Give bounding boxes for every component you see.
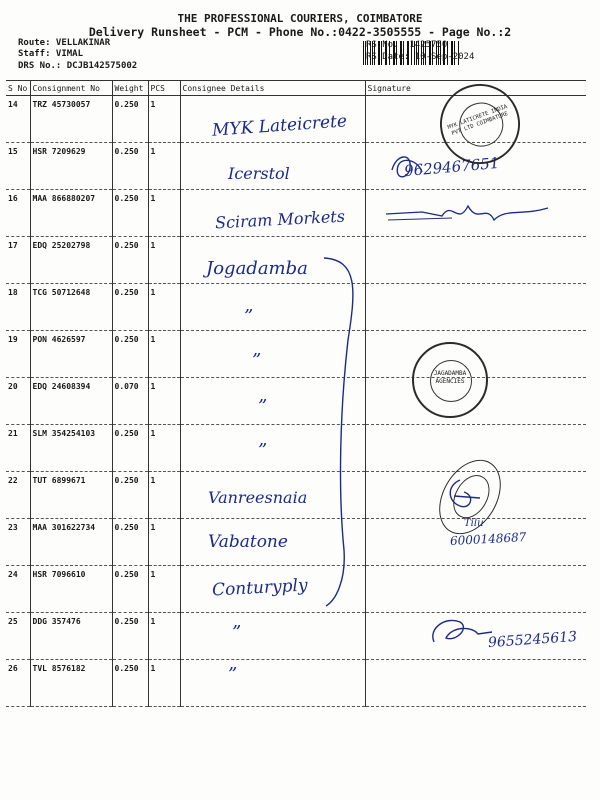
runsheet-table xyxy=(6,80,586,707)
consignment-cell: MAA 866880207 xyxy=(30,190,112,237)
pcs-cell: 1 xyxy=(148,660,180,707)
ditto-mark-19: ” xyxy=(252,350,262,371)
col-weight: Weight xyxy=(112,81,148,96)
weight-cell: 0.250 xyxy=(112,331,148,378)
consignment-cell: MAA 301622734 xyxy=(30,519,112,566)
rs-number: RS No.: 1425750 xyxy=(366,40,448,50)
pcs-cell: 1 xyxy=(148,378,180,425)
table-row xyxy=(6,425,586,472)
col-consignee: Consignee Details xyxy=(180,81,365,96)
consignee-cell xyxy=(180,613,365,660)
weight-cell: 0.250 xyxy=(112,96,148,143)
weight-cell: 0.250 xyxy=(112,237,148,284)
sno-cell: 16 xyxy=(6,190,30,237)
col-pcs: PCS xyxy=(148,81,180,96)
signature-16 xyxy=(382,196,552,236)
pcs-cell: 1 xyxy=(148,96,180,143)
handwritten-consignee-14: MYK Lateicrete xyxy=(211,111,348,141)
sno-cell: 25 xyxy=(6,613,30,660)
sno-cell: 21 xyxy=(6,425,30,472)
handwritten-consignee-22: Vanreesnaia xyxy=(208,488,308,507)
rs-date: RS Date: 10-Sep-2024 xyxy=(366,52,475,62)
signature-phone-15: 9629467651 xyxy=(403,153,501,181)
table-row xyxy=(6,660,586,707)
sno-cell: 24 xyxy=(6,566,30,613)
sno-cell: 19 xyxy=(6,331,30,378)
signature-25 xyxy=(426,612,496,652)
company-title: THE PROFESSIONAL COURIERS, COIMBATORE xyxy=(177,12,423,25)
weight-cell: 0.250 xyxy=(112,425,148,472)
signature-cell xyxy=(365,237,586,284)
signature-phone-25: 9655245613 xyxy=(487,628,578,652)
sno-cell: 20 xyxy=(6,378,30,425)
pcs-cell: 1 xyxy=(148,143,180,190)
pcs-cell: 1 xyxy=(148,472,180,519)
weight-cell: 0.250 xyxy=(112,519,148,566)
handwritten-consignee-16: Sciram Morkets xyxy=(214,206,346,233)
consignment-cell: EDQ 25202798 xyxy=(30,237,112,284)
weight-cell: 0.250 xyxy=(112,613,148,660)
consignee-cell xyxy=(180,660,365,707)
consignment-cell: TRZ 45730057 xyxy=(30,96,112,143)
route-label: Route: VELLAKINAR xyxy=(18,38,111,48)
consignment-cell: PON 4626597 xyxy=(30,331,112,378)
consignment-cell: EDQ 24608394 xyxy=(30,378,112,425)
weight-cell: 0.250 xyxy=(112,284,148,331)
weight-cell: 0.250 xyxy=(112,472,148,519)
handwritten-consignee-24: Conturyply xyxy=(211,575,309,601)
ditto-mark-21: ” xyxy=(258,440,268,461)
pcs-cell: 1 xyxy=(148,190,180,237)
staff-label: Staff: VIMAL xyxy=(18,49,84,59)
ditto-mark-20: ” xyxy=(258,396,268,417)
sno-cell: 15 xyxy=(6,143,30,190)
sno-cell: 14 xyxy=(6,96,30,143)
table-row xyxy=(6,378,586,425)
signature-cell xyxy=(365,660,586,707)
consignment-cell: TVL 8576182 xyxy=(30,660,112,707)
signature-name-23: Tilu xyxy=(464,518,484,529)
consignment-cell: SLM 354254103 xyxy=(30,425,112,472)
pcs-cell: 1 xyxy=(148,519,180,566)
pcs-cell: 1 xyxy=(148,425,180,472)
col-consignment: Consignment No xyxy=(30,81,112,96)
signature-phone-23: 6000148687 xyxy=(449,530,527,548)
handwritten-consignee-15: Icerstol xyxy=(228,164,290,183)
handwritten-consignee-23: Vabatone xyxy=(208,532,288,552)
pcs-cell: 1 xyxy=(148,237,180,284)
pcs-cell: 1 xyxy=(148,331,180,378)
sno-cell: 22 xyxy=(6,472,30,519)
col-signature: Signature xyxy=(365,81,586,96)
weight-cell: 0.250 xyxy=(112,143,148,190)
consignment-cell: HSR 7096610 xyxy=(30,566,112,613)
company-seal-mid xyxy=(412,342,488,418)
runsheet-subtitle: Delivery Runsheet - PCM - Phone No.:0422-3505555 - Page No.:2 xyxy=(88,25,512,39)
seal-text-top: MYK LATICRETE INDIA PVT LTD COIMBATORE xyxy=(447,103,510,138)
pcs-cell: 1 xyxy=(148,613,180,660)
table-row xyxy=(6,331,586,378)
weight-cell: 0.070 xyxy=(112,378,148,425)
signature-cell xyxy=(365,566,586,613)
pcs-cell: 1 xyxy=(148,284,180,331)
consignment-cell: DDG 357476 xyxy=(30,613,112,660)
consignment-cell: HSR 7209629 xyxy=(30,143,112,190)
bracket-stroke xyxy=(318,250,364,610)
consignment-cell: TCG 50712648 xyxy=(30,284,112,331)
drs-number: DRS No.: DCJB142575002 xyxy=(18,61,138,71)
ditto-mark-18: ” xyxy=(244,306,254,327)
sno-cell: 18 xyxy=(6,284,30,331)
table-row xyxy=(6,284,586,331)
weight-cell: 0.250 xyxy=(112,660,148,707)
weight-cell: 0.250 xyxy=(112,190,148,237)
seal-text-mid: JAGADAMBA AGENCIES xyxy=(433,370,467,385)
col-sno: S No xyxy=(6,81,30,96)
ditto-mark-25: ” xyxy=(232,622,242,643)
handwritten-consignee-17: Jogadamba xyxy=(206,258,308,279)
pcs-cell: 1 xyxy=(148,566,180,613)
sno-cell: 23 xyxy=(6,519,30,566)
ditto-mark-26: ” xyxy=(228,664,238,685)
sno-cell: 26 xyxy=(6,660,30,707)
consignment-cell: TUT 6899671 xyxy=(30,472,112,519)
weight-cell: 0.250 xyxy=(112,566,148,613)
sno-cell: 17 xyxy=(6,237,30,284)
signature-cell xyxy=(365,284,586,331)
